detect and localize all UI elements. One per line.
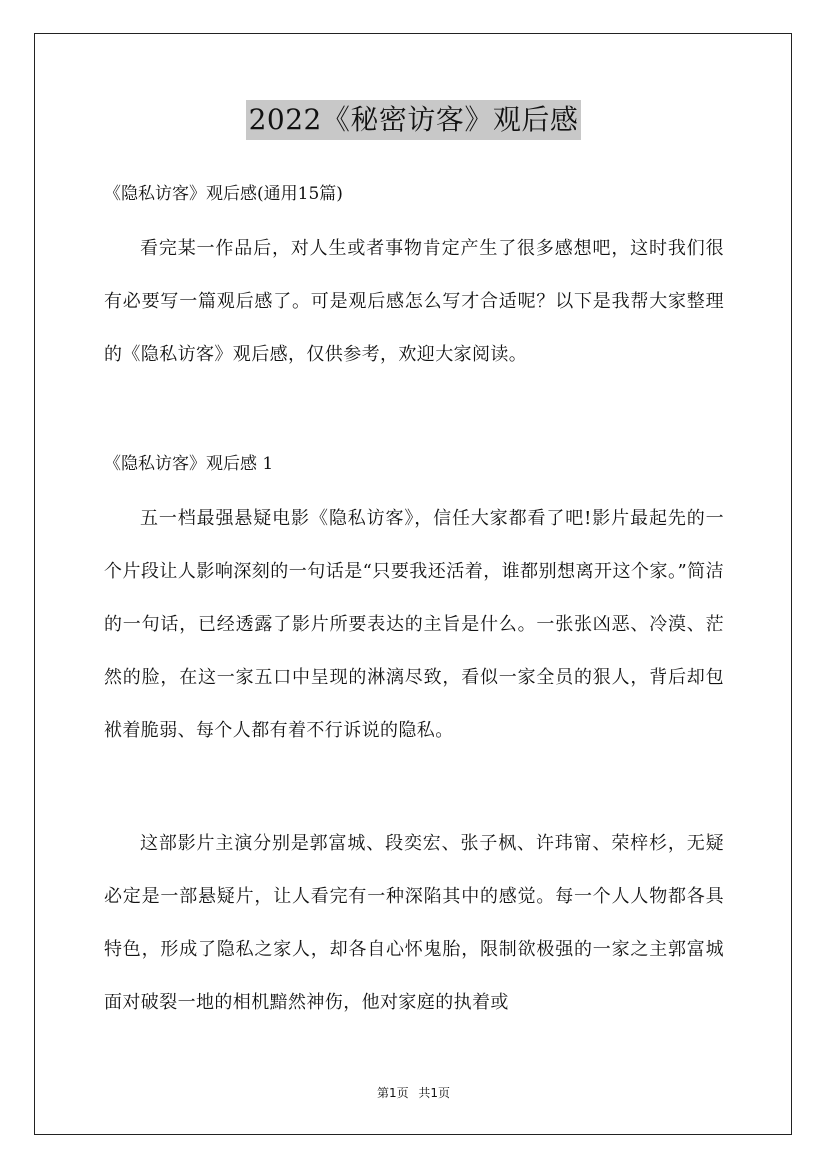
section-heading: 《隐私访客》观后感 1 <box>104 454 274 474</box>
page-number: 第1页 <box>376 1086 409 1100</box>
body-paragraph-1: 五一档最强悬疑电影《隐私访客》，信任大家都看了吧!影片最起先的一个片段让人影响深刻的一句话是“只要我还活着，谁都别想离开这个家。”简洁的一句话，已经透露了影片所要表达的主旨是什么。一张张凶恶、冷漠、茫然的脸，在这一家五口中呈现的淋漓尽致，看似一家全员的狠人，背后却包袱着脆弱、每个人都有着不行诉说的隐私。 <box>104 508 724 741</box>
total-pages: 共1页 <box>418 1086 451 1100</box>
body-paragraph-2: 这部影片主演分别是郭富城、段奕宏、张子枫、许玮甯、荣梓杉，无疑必定是一部悬疑片，让人看完有一种深陷其中的感觉。每一个人人物都各具特色，形成了隐私之家人，却各自心怀鬼胎，限制欲极强的一家之主郭富城面对破裂一地的相机黯然神伤，他对家庭的执着或 <box>104 833 724 1013</box>
document-title: 2022《秘密访客》观后感 <box>246 100 582 140</box>
intro-paragraph: 看完某一作品后，对人生或者事物肯定产生了很多感想吧，这时我们很有必要写一篇观后感了。可是观后感怎么写才合适呢？以下是我帮大家整理的《隐私访客》观后感，仅供参考，欢迎大家阅读。 <box>104 238 724 365</box>
document-subtitle: 《隐私访客》观后感(通用15篇) <box>104 184 343 204</box>
page-footer <box>0 1084 827 1101</box>
title-container <box>0 100 827 140</box>
